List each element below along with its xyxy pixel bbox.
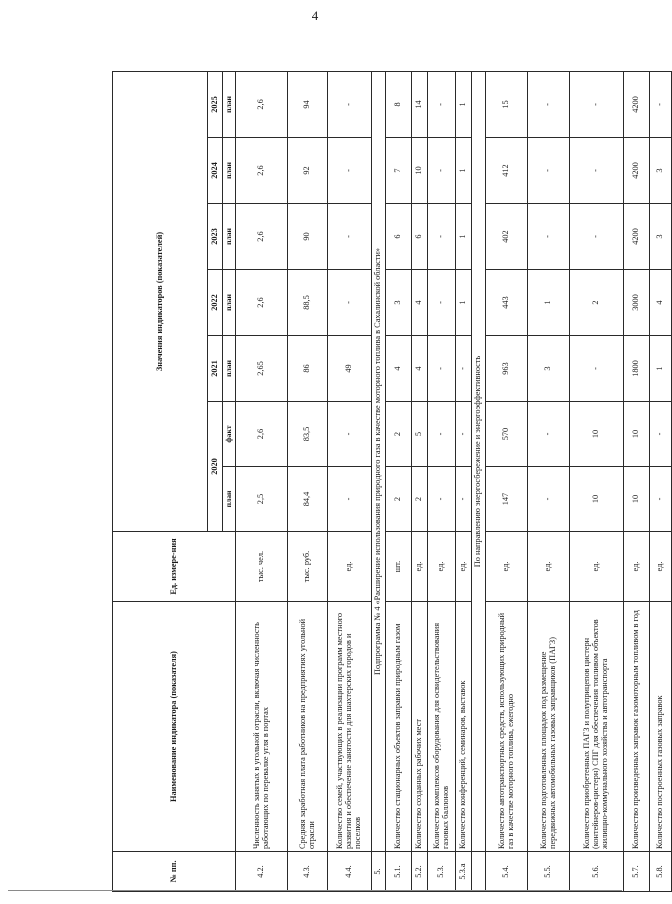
row-number: 5.3.	[428, 852, 456, 892]
row-number: 5.	[372, 852, 386, 892]
value-cell: 3	[650, 138, 672, 204]
header-subhead: план	[223, 204, 236, 270]
table-row	[486, 71, 528, 891]
value-cell: -	[328, 204, 372, 270]
unit-cell: тыс. руб.	[288, 532, 328, 602]
value-cell: 1800	[624, 336, 650, 402]
row-number: 4.3.	[288, 852, 328, 892]
value-cell: -	[328, 71, 372, 137]
value-cell: 2	[386, 402, 412, 467]
value-cell: 1	[456, 270, 472, 336]
value-cell: -	[650, 71, 672, 137]
value-cell: 4200	[624, 138, 650, 204]
row-number: 5.4.	[486, 852, 528, 892]
indicator-name: Количество построенных газовых заправок	[650, 602, 672, 852]
row-number: 5.6.	[570, 852, 624, 892]
unit-cell: ед.	[624, 532, 650, 602]
value-cell: 84,4	[288, 467, 328, 532]
header-subhead: план	[223, 71, 236, 137]
table-row	[650, 71, 672, 891]
header-year: 2025	[208, 71, 223, 137]
table-row	[288, 71, 328, 891]
unit-cell: ед.	[328, 532, 372, 602]
value-cell: -	[328, 402, 372, 467]
value-cell: 4200	[624, 71, 650, 137]
rotated-table-container	[112, 72, 665, 892]
header-unit: Ед. измере-ния	[113, 532, 236, 602]
value-cell: 4200	[624, 204, 650, 270]
row-number: 4.2.	[236, 852, 288, 892]
value-cell: -	[428, 467, 456, 532]
table-row-section	[472, 71, 486, 891]
row-number: 4.4.	[328, 852, 372, 892]
header-year: 2021	[208, 336, 223, 402]
value-cell: 963	[486, 336, 528, 402]
indicator-name: Количество комплексов оборудования для освидетельствования газовых баллонов	[428, 602, 456, 852]
header-year: 2022	[208, 270, 223, 336]
table-row	[412, 71, 428, 891]
value-cell: 92	[288, 138, 328, 204]
value-cell: 86	[288, 336, 328, 402]
header-year: 2023	[208, 204, 223, 270]
value-cell: -	[328, 270, 372, 336]
unit-cell: ед.	[650, 532, 672, 602]
value-cell: 83,5	[288, 402, 328, 467]
value-cell: -	[428, 204, 456, 270]
value-cell: 1	[650, 336, 672, 402]
value-cell: 4	[650, 270, 672, 336]
value-cell: -	[428, 336, 456, 402]
value-cell: 1	[456, 138, 472, 204]
value-cell: 2,6	[236, 402, 288, 467]
value-cell: 10	[624, 467, 650, 532]
value-cell: 570	[486, 402, 528, 467]
table-row	[386, 71, 412, 891]
value-cell: 94	[288, 71, 328, 137]
value-cell: 10	[412, 138, 428, 204]
value-cell: 2	[386, 467, 412, 532]
value-cell: 147	[486, 467, 528, 532]
indicator-name: Количество семей, участвующих в реализации программ местного развития и обеспечение занятости для шахтерских городов и поселков	[328, 602, 372, 852]
value-cell: -	[328, 467, 372, 532]
value-cell: 2	[570, 270, 624, 336]
indicator-name: Количество автотранспортных средств, использующих природный газ в качестве моторного топлива, ежегодно	[486, 602, 528, 852]
value-cell: -	[428, 270, 456, 336]
value-cell: 443	[486, 270, 528, 336]
value-cell: -	[650, 467, 672, 532]
value-cell: 3000	[624, 270, 650, 336]
unit-cell: ед.	[528, 532, 570, 602]
value-cell: 10	[570, 467, 624, 532]
value-cell: 10	[624, 402, 650, 467]
value-cell: 1	[456, 71, 472, 137]
value-cell: 90	[288, 204, 328, 270]
header-subhead: факт	[223, 402, 236, 467]
table-row	[624, 71, 650, 891]
indicator-name: Средняя заработная плата работников на предприятиях угольной отрасли	[288, 602, 328, 852]
row-number: 5.7.	[624, 852, 650, 892]
value-cell: -	[570, 336, 624, 402]
header-year: 2024	[208, 138, 223, 204]
value-cell: -	[428, 402, 456, 467]
value-cell: 3	[650, 204, 672, 270]
value-cell: 2,6	[236, 138, 288, 204]
table-row	[528, 71, 570, 891]
header-subhead: план	[223, 138, 236, 204]
header-subhead: план	[223, 467, 236, 532]
header-no: № пп.	[113, 852, 236, 892]
indicator-name: Численность занятых в угольной отрасли, включая численность работающих по перевалке угля в портах	[236, 602, 288, 852]
table-row-section	[372, 71, 386, 891]
indicator-name: Количество подготовленных площадок под размещение передвижных автомобильных газовых заправщиков (ПАГЗ)	[528, 602, 570, 852]
value-cell: -	[528, 138, 570, 204]
value-cell: -	[428, 71, 456, 137]
value-cell: 2,6	[236, 270, 288, 336]
value-cell: 7	[386, 138, 412, 204]
scan-edge-line	[8, 890, 622, 891]
unit-cell: шт.	[386, 532, 412, 602]
row-number: 5.3.а	[456, 852, 472, 892]
header-subhead: план	[223, 270, 236, 336]
value-cell: 2,6	[236, 71, 288, 137]
indicator-name: Количество созданных рабочих мест	[412, 602, 428, 852]
table-row	[456, 71, 472, 891]
value-cell: -	[570, 71, 624, 137]
value-cell: -	[456, 336, 472, 402]
value-cell: 412	[486, 138, 528, 204]
row-number: 5.5.	[528, 852, 570, 892]
header-year: 2020	[208, 402, 223, 532]
value-cell: 2,65	[236, 336, 288, 402]
indicator-name: Количество приобретенных ПАГЗ и полуприцепов цистерн (контейнеров-цистерн) СПГ для обеспечения топливом объектов жилищно-коммунального хозяйства и автотранспорта	[570, 602, 624, 852]
indicator-name: Количество конференций, семинаров, выставок	[456, 602, 472, 852]
value-cell: 5	[412, 402, 428, 467]
page-number: 4	[311, 8, 319, 23]
value-cell: 3	[528, 336, 570, 402]
value-cell: -	[650, 402, 672, 467]
table-row	[328, 71, 372, 891]
value-cell: 3	[386, 270, 412, 336]
value-cell: -	[456, 402, 472, 467]
value-cell: 2	[412, 467, 428, 532]
value-cell: 15	[486, 71, 528, 137]
header-subhead: план	[223, 336, 236, 402]
unit-cell: ед.	[456, 532, 472, 602]
value-cell: 49	[328, 336, 372, 402]
value-cell: -	[570, 138, 624, 204]
unit-cell: ед.	[486, 532, 528, 602]
value-cell: -	[528, 71, 570, 137]
value-cell: 4	[386, 336, 412, 402]
value-cell: 8	[386, 71, 412, 137]
unit-cell: ед.	[570, 532, 624, 602]
value-cell: -	[570, 204, 624, 270]
value-cell: 2,6	[236, 204, 288, 270]
header-values-group: Значения индикаторов (показателей)	[113, 71, 208, 531]
table-row	[236, 71, 288, 891]
value-cell: -	[456, 467, 472, 532]
row-number	[472, 852, 486, 892]
value-cell: 6	[386, 204, 412, 270]
unit-cell: тыс. чел.	[236, 532, 288, 602]
value-cell: 6	[412, 204, 428, 270]
value-cell: 4	[412, 270, 428, 336]
indicator-name: Количество стационарных объектов заправки природным газом	[386, 602, 412, 852]
value-cell: -	[428, 138, 456, 204]
value-cell: 1	[528, 270, 570, 336]
value-cell: 1	[456, 204, 472, 270]
value-cell: 88,5	[288, 270, 328, 336]
table-row	[570, 71, 624, 891]
unit-cell: ед.	[428, 532, 456, 602]
row-number: 5.1.	[386, 852, 412, 892]
table-row	[428, 71, 456, 891]
value-cell: -	[328, 138, 372, 204]
section-title: По направлению энергосбережение и энергоэффективность	[472, 71, 486, 851]
row-number: 5.2.	[412, 852, 428, 892]
value-cell: 2,5	[236, 467, 288, 532]
value-cell: 4	[412, 336, 428, 402]
value-cell: -	[528, 467, 570, 532]
value-cell: -	[528, 204, 570, 270]
value-cell: 402	[486, 204, 528, 270]
row-number: 5.8.	[650, 852, 672, 892]
header-name: Наименование индикатора (показателя)	[113, 602, 236, 852]
indicator-name: Количество произведенных заправок газомоторным топливом в год	[624, 602, 650, 852]
value-cell: 10	[570, 402, 624, 467]
unit-cell: ед.	[412, 532, 428, 602]
value-cell: 14	[412, 71, 428, 137]
section-title: Подпрограмма № 4 «Расширение использования природного газа в качестве моторного топлива в Сахалинской области»	[372, 71, 386, 851]
value-cell: -	[528, 402, 570, 467]
indicators-table	[112, 71, 672, 892]
